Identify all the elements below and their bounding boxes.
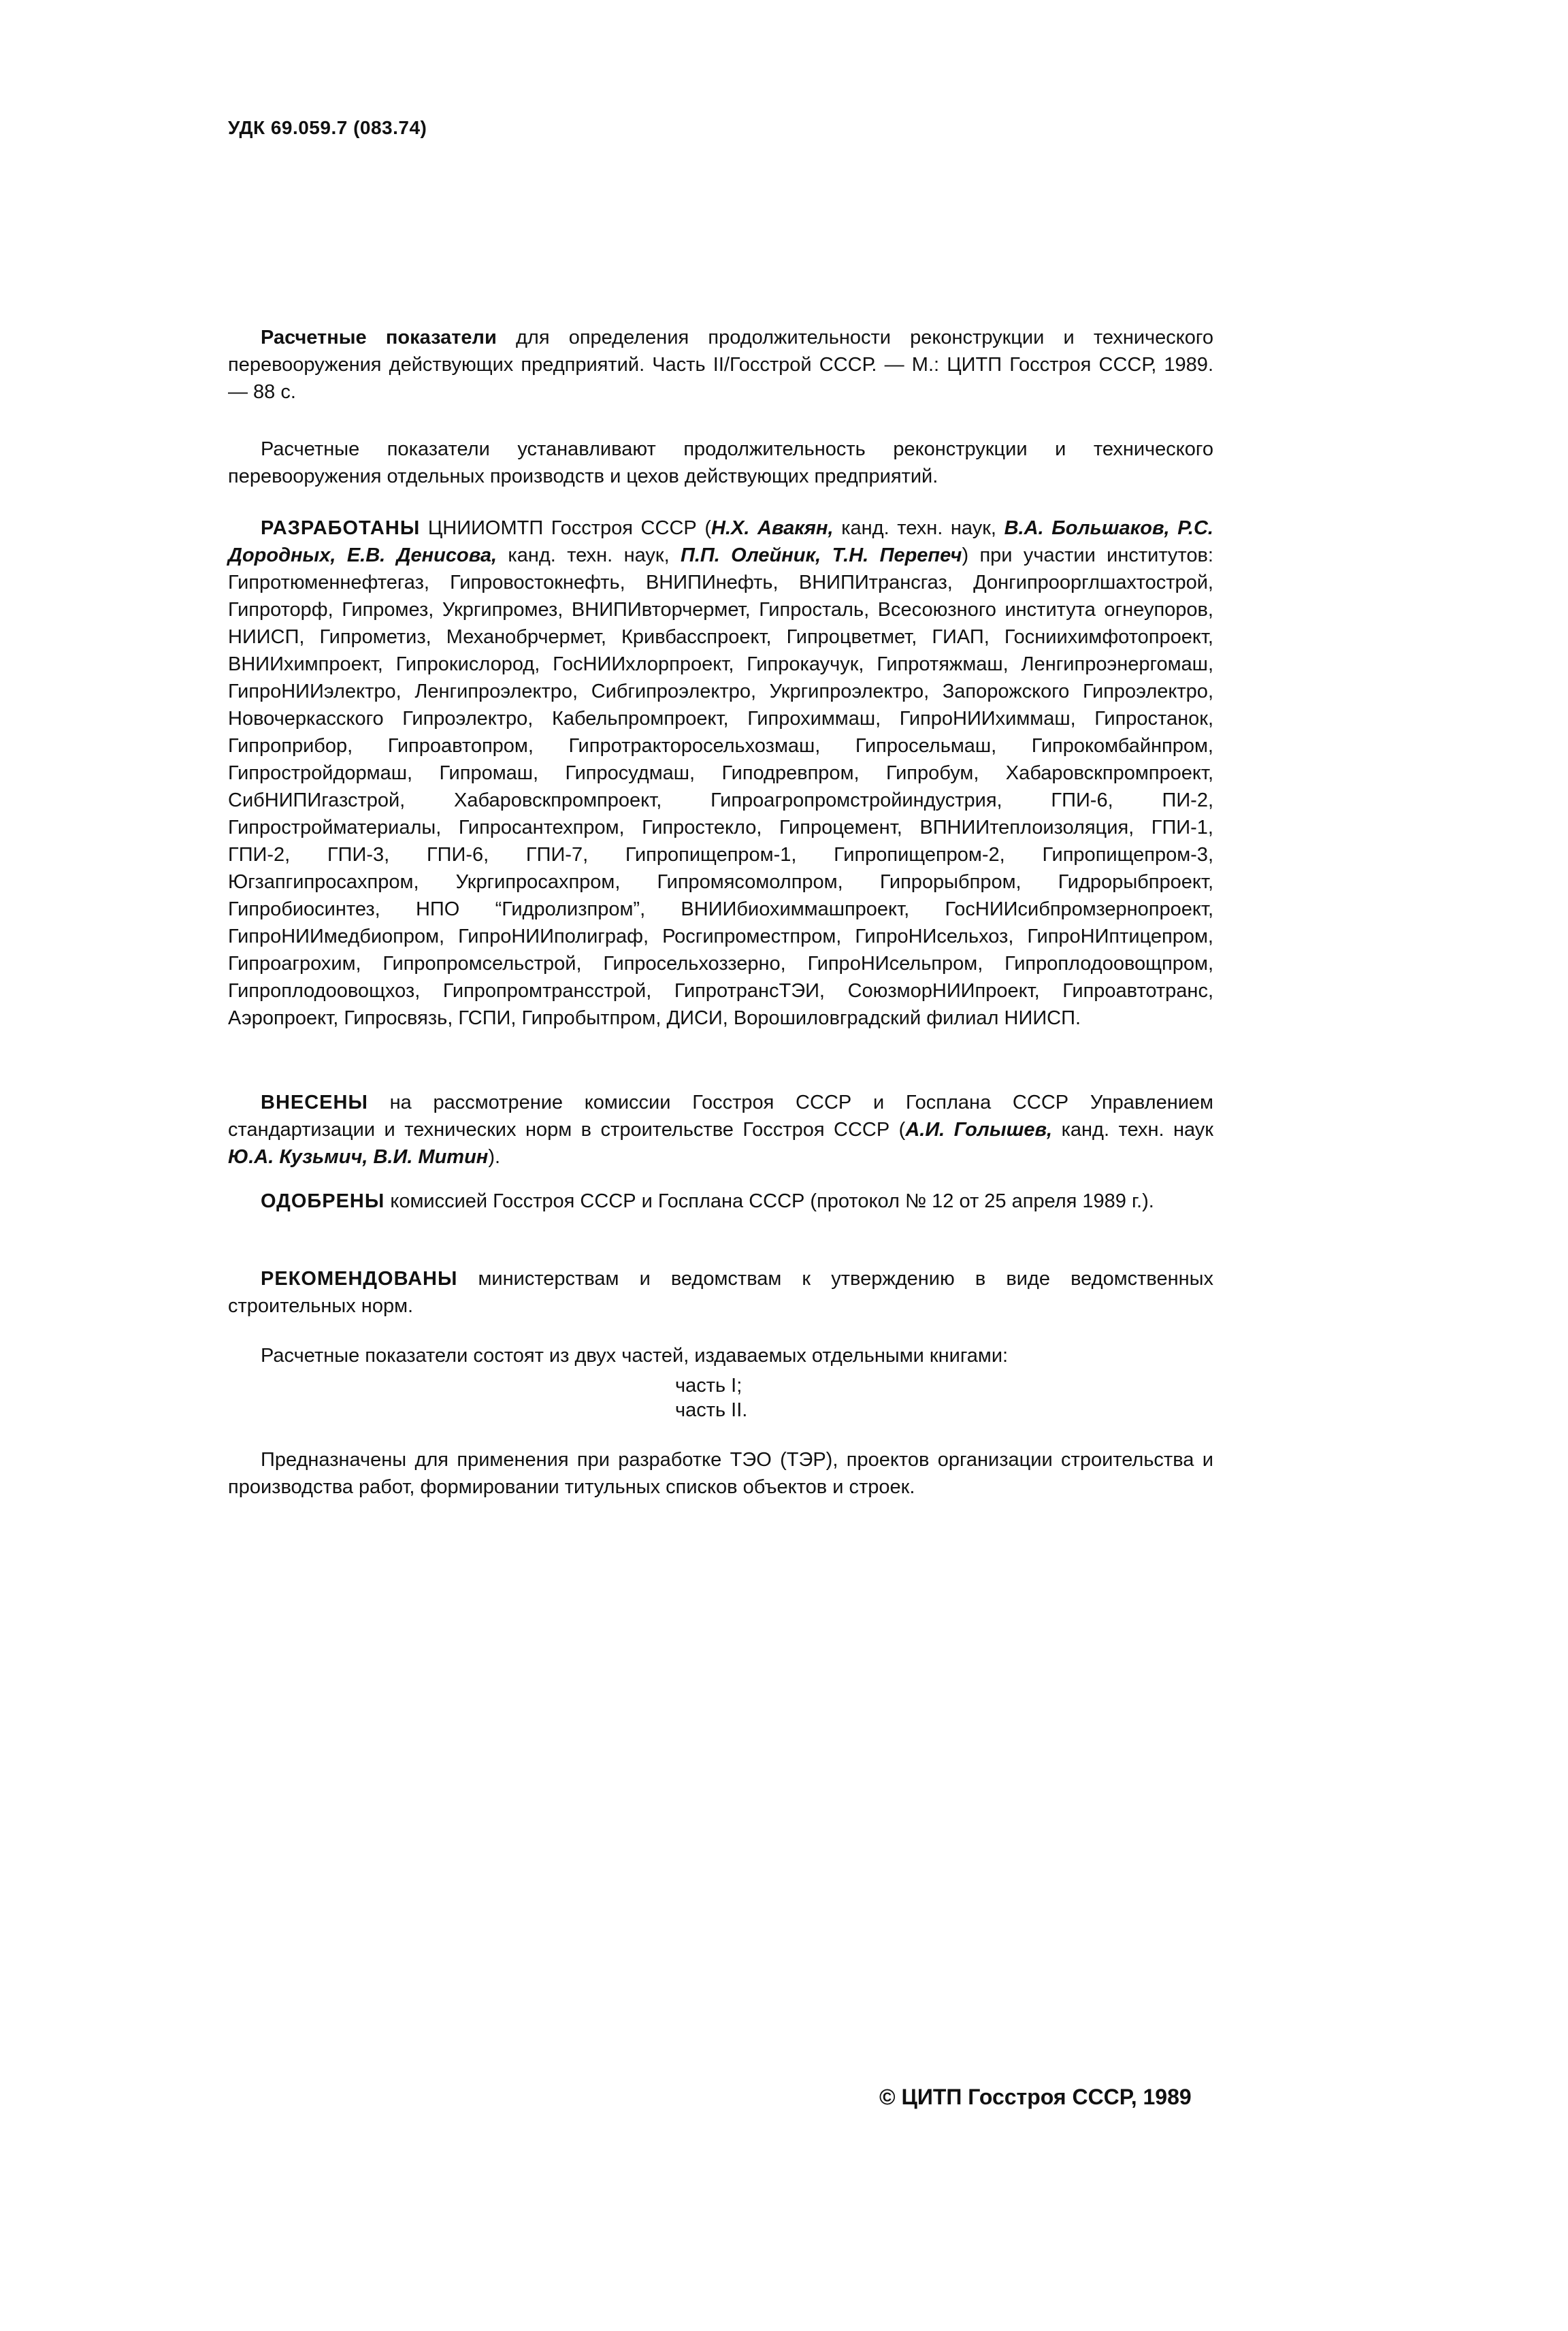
submitted-close: ). <box>488 1146 501 1168</box>
submitted-keyword: ВНЕСЕНЫ <box>261 1092 368 1113</box>
developed-close: ) <box>962 544 969 566</box>
recommended-paragraph <box>228 1265 1213 1320</box>
summary-paragraph: Расчетные показатели устанавливают продолжительность реконструкции и технического перевооружения отдельных производств и цехов действующих предприятий. <box>228 438 1213 487</box>
developed-paragraph <box>228 515 1213 1032</box>
parts-intro: Расчетные показатели состоят из двух частей, издаваемых отдельными книгами: <box>261 1345 1009 1367</box>
developed-degree-1: канд. техн. наук, <box>833 517 1004 539</box>
copyright: © ЦИТП Госстроя СССР, 1989 <box>879 2085 1192 2109</box>
developed-institutes: при участии институтов: Гипротюменнефтегаз, Гипровостокнефть, ВНИПИнефть, ВНИПИтрансгаз, Донгипроорглшахтострой, Гипроторф, Гипромез, Укргипромез, ВНИПИвторчермет, Гипросталь, Всесоюзного института огнеупоров, НИИСП, Гипрометиз, Механобрчермет, Кривбасспроект, Гипроцветмет, ГИАП, Госниихимфотопроект, ВНИИхимпроект, Гипрокислород, ГосНИИхлорпроект, Гипрокаучук, Гипротяжмаш, Ленгипроэнергомаш, ГипроНИИэлектро, Ленгипроэлектро, Сибгипроэлектро, Укргипроэлектро, Запорожского Гипроэлектро, Новочеркасского Гипроэлектро, Кабельпромпроект, Гипрохиммаш, ГипроНИИхиммаш, Гипростанок, Гипроприбор, Гипроавтопром, Гипротракторосельхозмаш, Гипросельмаш, Гипрокомбайнпром, Гипростройдормаш, Гипромаш, Гипросудмаш, Гиподревпром, Гипробум, Хабаровскпромпроект, СибНИПИгазстрой, Хабаровскпромпроект, Гипроагропромстройиндустрия, ГПИ-6, ПИ-2, Гипростройматериалы, Гипросантехпром, Гипростекло, Гипроцемент, ВПНИИтеплоизоляция, ГПИ-1, ГПИ-2, ГПИ-3, ГПИ-6, ГПИ-7, Гипропищепром-1, Гипропищепром-2, Гипропищепром-3, Югзапгипросахпром, Укргипросахпром, Гипромясомолпром, Гипрорыбпром, Гидрорыбпроект, Гипробиосинтез, НПО “Гидролизпром”, ВНИИбиохиммашпроект, ГосНИИсибпромзернопроект, ГипроНИИмедбиопром, ГипроНИИполиграф, Росгипроместпром, ГипроНИсельхоз, ГипроНИптицепром, Гипроагрохим, Гипропромсельстрой, Гипросельхоззерно, ГипроНИсельпром, Гипроплодоовощпром, Гипроплодоовощхоз, Гипропромтрансстрой, ГипротрансТЭИ, СоюзморНИИпроект, Гипроавтотранс, Аэропроект, Гипросвязь, ГСПИ, Гипробытпром, ДИСИ, Ворошиловградский филиал НИИСП. <box>228 544 1213 1029</box>
developed-org: ЦНИИОМТП Госстроя СССР ( <box>420 517 711 539</box>
citation-title: Расчетные показатели <box>261 327 497 348</box>
submitted-author-1: А.И. Голышев, <box>905 1119 1053 1141</box>
approved-text: комиссией Госстроя СССР и Госплана СССР (протокол № 12 от 25 апреля 1989 г.). <box>385 1190 1154 1212</box>
citation-text: для определения продолжительности реконструкции и технического перевооружения действующих предприятий. Часть II/Госстрой СССР. — М.: ЦИТП Госстроя СССР, 1989. — 88 с. <box>228 327 1213 403</box>
recommended-keyword: РЕКОМЕНДОВАНЫ <box>261 1268 458 1290</box>
citation-paragraph <box>228 324 1213 406</box>
submitted-degree: канд. техн. наук <box>1052 1119 1213 1141</box>
submitted-paragraph <box>228 1089 1213 1171</box>
developed-keyword: РАЗРАБОТАНЫ <box>261 517 421 539</box>
approved-paragraph <box>228 1188 1213 1215</box>
developed-author-1: Н.Х. Авакян, <box>711 517 834 539</box>
parts-list <box>675 1373 747 1422</box>
submitted-text: на рассмотрение комиссии Госстроя СССР и Госплана СССР Управлением стандартизации и технических норм в строительстве Госстроя СССР ( <box>228 1092 1213 1141</box>
developed-authors-3: П.П. Олейник, Т.Н. Перепеч <box>681 544 962 566</box>
purpose-paragraph: Предназначены для применения при разработке ТЭО (ТЭР), проектов организации строительства и производства работ, формировании титульных списков объектов и строек. <box>228 1449 1213 1498</box>
part-item: часть II. <box>675 1399 748 1421</box>
submitted-authors-2: Ю.А. Кузьмич, В.И. Митин <box>228 1146 489 1168</box>
udk-code: УДК 69.059.7 (083.74) <box>228 117 427 138</box>
recommended-text: министерствам и ведомствам к утверждению в виде ведомственных строительных норм. <box>228 1268 1213 1317</box>
developed-authors-2: В.А. Большаков, Р.С. Дородных, Е.В. Денисова, <box>228 517 1213 566</box>
approved-keyword: ОДОБРЕНЫ <box>261 1190 385 1212</box>
developed-degree-2: канд. техн. наук, <box>497 544 681 566</box>
part-item: часть I; <box>675 1375 742 1397</box>
